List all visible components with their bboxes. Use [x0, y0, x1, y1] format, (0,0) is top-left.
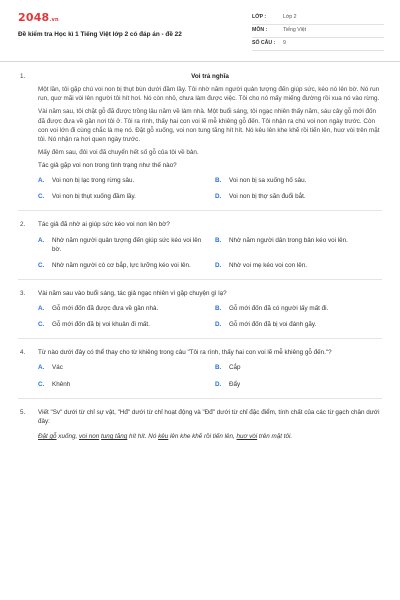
- option-letter: A.: [38, 364, 45, 372]
- meta-key: LỚP :: [252, 14, 267, 21]
- option-letter: A.: [38, 305, 45, 312]
- option-d[interactable]: [215, 320, 382, 329]
- story-title: Voi trả nghĩa: [191, 73, 229, 80]
- question-number: 4.: [20, 349, 26, 357]
- question-number: 2.: [20, 221, 26, 229]
- logo-tld: .vn: [49, 17, 59, 23]
- option-letter: D.: [215, 261, 222, 269]
- option-letter: B.: [215, 364, 222, 372]
- page-header: [0, 0, 400, 62]
- answer-options: [38, 176, 382, 201]
- question-2: [18, 220, 382, 280]
- story-paragraph: Một lần, tôi gặp chú voi non bị thụt bùn dưới đầm lầy. Tôi nhờ năm người quản tượng đến giúp sức, kéo nó lên bờ. Nó run run, quơ mãi vòi lên người tôi hít hơi. Nó còn nhỏ, chưa làm được việc. Tôi cho nó mấy miếng đường rồi xua nó vào rừng.: [38, 86, 380, 103]
- option-c[interactable]: [38, 380, 205, 389]
- option-c[interactable]: [38, 261, 205, 270]
- question-5: [18, 408, 382, 450]
- question-3: [18, 289, 382, 339]
- meta-row-subject: [252, 25, 384, 38]
- option-letter: A.: [38, 177, 45, 185]
- underlined-word: voi non: [78, 432, 100, 440]
- option-letter: D.: [215, 193, 222, 201]
- option-text: Nhờ voi mẹ kéo voi con lên.: [229, 261, 307, 269]
- option-letter: A.: [38, 236, 45, 244]
- option-text: Voi non bị lạc trong rừng sâu.: [52, 177, 135, 185]
- option-b[interactable]: [215, 363, 382, 372]
- option-text: Nhờ năm người dân trong bản kéo voi lên.: [229, 236, 348, 244]
- sentence-text: xuống,: [56, 432, 79, 440]
- option-letter: C.: [38, 261, 45, 269]
- option-b[interactable]: [215, 176, 382, 185]
- underlined-word: kêu: [158, 432, 169, 440]
- question-text: Từ nào dưới đây có thể thay cho từ khiêng trong câu "Tôi ra rình, thấy hai con voi lẽ mễ khiêng gỗ đến."?: [38, 349, 332, 357]
- sentence-text: lên khe khẽ rồi tiến lên,: [168, 432, 237, 440]
- meta-row-grade: [252, 12, 384, 25]
- meta-key: SỐ CÂU :: [252, 40, 276, 47]
- exam-meta: [252, 12, 384, 51]
- option-letter: C.: [38, 380, 45, 388]
- option-a[interactable]: [38, 363, 205, 372]
- sentence-text: trên mặt tôi.: [257, 432, 293, 440]
- question-text: Viết "Sv" dưới từ chỉ sự vật, "Hđ" dưới từ chỉ hoạt động và "Đđ" dưới từ chỉ đặc điểm, tính chất của các từ gạch chân dưới đây:: [38, 408, 380, 425]
- meta-value: 9: [283, 40, 286, 47]
- meta-value: Tiếng Việt: [283, 27, 307, 34]
- option-d[interactable]: [215, 380, 382, 389]
- option-letter: D.: [215, 380, 222, 388]
- option-text: Nhờ năm người có cơ bắp, lực lưỡng kéo voi lên.: [52, 261, 191, 269]
- underlined-word: Đặt gỗ: [38, 432, 57, 440]
- option-text: Nhờ năm người quản tượng đến giúp sức kéo voi lên bờ.: [52, 236, 202, 253]
- option-text: Khênh: [52, 380, 71, 388]
- option-c[interactable]: [38, 192, 205, 201]
- question-text: Vài năm sau vào buổi sáng, tác giả ngạc nhiên vì gặp chuyện gì lạ?: [38, 289, 227, 297]
- question-text: Tác giả gặp voi non trong tình trạng như thế nào?: [38, 162, 177, 169]
- story-paragraph: Mấy đêm sau, đôi voi đã chuyển hết số gỗ của tôi về bản.: [38, 148, 199, 156]
- answer-options: [38, 363, 382, 388]
- exam-title: Đề kiểm tra Học kì 1 Tiếng Việt lớp 2 có đáp án - đề 22: [18, 30, 182, 38]
- option-text: Gỗ mới đốn đã có người lấy mất đi.: [229, 305, 329, 312]
- question-4: [18, 348, 382, 398]
- story-paragraph: Vài năm sau, tôi chặt gỗ đã được trồng lâu năm về làm nhà. Một buổi sáng, tôi ngạc nhiên thấy năm, sáu cây gỗ mới đốn đã được đưa về gần nơi tôi ở. Tôi ra rình, thấy hai con voi lẽ mễ khiêng gỗ đến. Tôi nhận ra chú voi non ngày trước. Còn con voi lớn đi cùng chắc là mẹ nó. Đặt gỗ xuống, voi non tung tăng hít hít. Nó kêu lên khe khẽ rồi tiến lên, huơ vòi trên mặt tôi. Nó nhận ra hơi quen ngày trước.: [38, 108, 380, 143]
- option-d[interactable]: [215, 192, 382, 201]
- logo-text: 2048: [18, 11, 50, 24]
- option-b[interactable]: [215, 304, 382, 313]
- meta-key: MÔN :: [252, 27, 268, 34]
- answer-options: [38, 236, 382, 270]
- question-number: 3.: [20, 289, 26, 297]
- question-number: 1.: [20, 73, 26, 80]
- option-a[interactable]: [38, 304, 205, 313]
- option-letter: B.: [215, 236, 222, 244]
- question-text: Tác giả đã nhờ ai giúp sức kéo voi non lên bờ?: [38, 221, 170, 229]
- meta-row-count: [252, 38, 384, 51]
- option-letter: B.: [215, 177, 222, 185]
- option-text: Vác: [52, 364, 63, 372]
- option-a[interactable]: [38, 176, 205, 185]
- option-text: Gỗ mới đốn đã được đưa về gần nhà.: [52, 305, 159, 312]
- option-b[interactable]: [215, 236, 382, 254]
- option-d[interactable]: [215, 261, 382, 270]
- option-letter: B.: [215, 305, 222, 312]
- option-text: Voi non bị thụt xuống đầm lầy.: [52, 193, 136, 201]
- option-letter: C.: [38, 321, 45, 329]
- option-a[interactable]: [38, 236, 205, 254]
- option-text: Gỗ mới đốn đã bị voi đánh gãy.: [229, 321, 317, 329]
- option-text: Đẩy: [229, 380, 241, 388]
- underlined-word: tung tăng: [101, 432, 128, 440]
- option-c[interactable]: [38, 320, 205, 329]
- answer-options: [38, 304, 382, 329]
- question-1: [18, 72, 382, 211]
- option-text: Gỗ mới đốn đã bị voi khuân đi mất.: [52, 321, 150, 329]
- option-text: Voi non bị sa xuống hố sâu.: [229, 177, 307, 185]
- option-text: Voi non bị thợ săn đuổi bắt.: [229, 193, 306, 201]
- meta-value: Lớp 2: [283, 14, 297, 21]
- option-text: Cắp: [229, 364, 241, 372]
- question-list: [0, 62, 400, 450]
- sentence-text: hít hít. Nó: [127, 432, 159, 440]
- underlined-word: huơ vòi: [236, 432, 258, 440]
- underlined-sentence: [38, 432, 382, 441]
- question-number: 5.: [20, 408, 26, 416]
- option-letter: C.: [38, 193, 45, 201]
- option-letter: D.: [215, 321, 222, 329]
